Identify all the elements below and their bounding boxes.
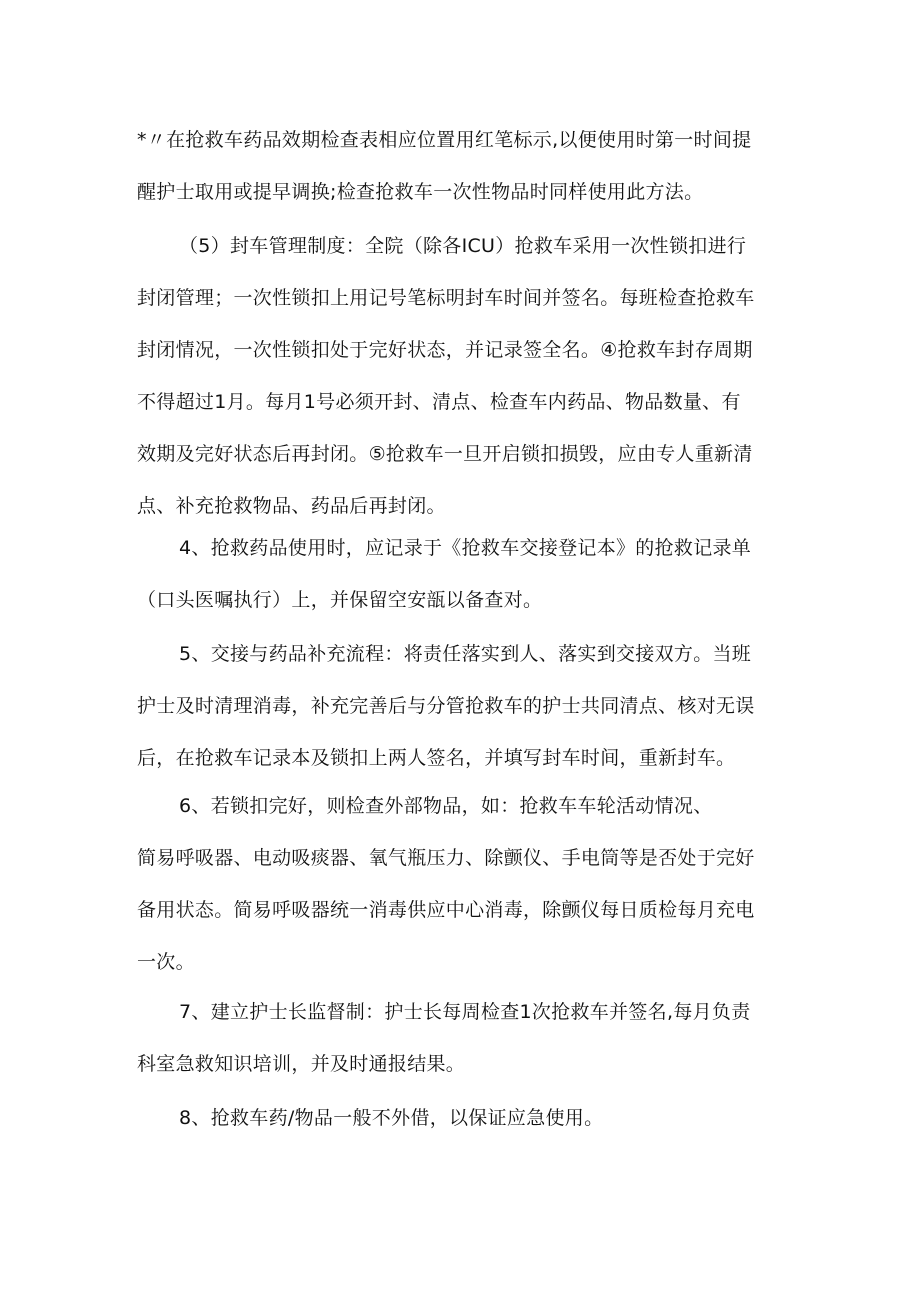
text-line: 8、抢救车药/物品一般不外借，以保证应急使用。 — [179, 1107, 604, 1129]
text-line: 一次。 — [137, 951, 195, 973]
paragraph-no-lending — [137, 1092, 785, 1144]
paragraph-seal-management — [137, 220, 785, 532]
text-line: 醒护士取用或提早调换;检查抢救车一次性物品时同样使用此方法。 — [137, 181, 704, 203]
text-line: 简易呼吸器、电动吸痰器、氧气瓶压力、除颤仪、手电筒等是否处于完好 — [137, 847, 755, 869]
text-line: *〃在抢救车药品效期检查表相应位置用红笔标示,以便使用时第一时间提 — [137, 129, 752, 151]
text-line: 封闭管理；一次性锁扣上用记号笔标明封车时间并签名。每班检查抢救车 — [137, 287, 755, 309]
text-line: 7、建立护士长监督制：护士长每周检查1次抢救车并签名,每月负责 — [179, 1001, 751, 1023]
text-line: 护士及时清理消毒，补充完善后与分管抢救车的护士共同清点、核对无误 — [137, 695, 755, 717]
text-line: 6、若锁扣完好，则检查外部物品，如：抢救车车轮活动情况、 — [179, 795, 713, 817]
text-line: 不得超过1月。每月1号必须开封、清点、检查车内药品、物品数量、有 — [137, 391, 741, 413]
text-line: 点、补充抢救物品、药品后再封闭。 — [137, 495, 446, 517]
text-line: 4、抢救药品使用时，应记录于《抢救车交接登记本》的抢救记录单 — [179, 537, 752, 559]
paragraph-marking-method — [137, 114, 785, 218]
paragraph-head-nurse-supervision — [137, 986, 785, 1090]
paragraph-drug-usage-record — [137, 522, 785, 626]
text-line: 备用状态。简易呼吸器统一消毒供应中心消毒，除颤仪每日质检每月充电 — [137, 899, 755, 921]
paragraph-handover-process — [137, 628, 785, 784]
text-line: （口头医嘱执行）上，并保留空安瓿以备查对。 — [137, 589, 543, 611]
text-line: 科室急救知识培训，并及时通报结果。 — [137, 1053, 466, 1075]
text-line: 5、交接与药品补充流程：将责任落实到人、落实到交接双方。当班 — [179, 643, 752, 665]
text-line: 效期及完好状态后再封闭。⑤抢救车一旦开启锁扣损毁，应由专人重新清 — [137, 443, 753, 465]
paragraph-external-items-check — [137, 780, 785, 988]
text-line: 封闭情况，一次性锁扣处于完好状态，并记录签全名。④抢救车封存周期 — [137, 339, 753, 361]
text-line: 后，在抢救车记录本及锁扣上两人签名，并填写封车时间，重新封车。 — [137, 747, 736, 769]
text-line: （5）封车管理制度：全院（除各ICU）抢救车采用一次性锁扣进行 — [179, 235, 747, 257]
